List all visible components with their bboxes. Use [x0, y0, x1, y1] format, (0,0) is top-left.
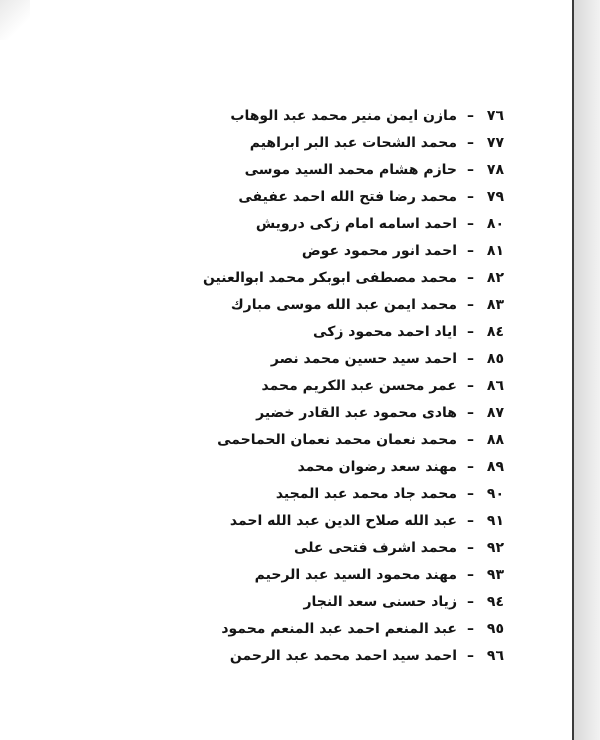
item-separator: – — [467, 270, 474, 286]
item-name: مهند سعد رضوان محمد — [297, 459, 457, 475]
list-item — [204, 157, 504, 184]
item-separator: – — [467, 351, 474, 367]
item-separator: – — [467, 459, 474, 475]
item-name: مهند محمود السيد عبد الرحيم — [254, 567, 457, 583]
item-name: مازن ايمن منير محمد عبد الوهاب — [230, 108, 457, 124]
item-separator: – — [467, 432, 474, 448]
item-separator: – — [467, 297, 474, 313]
item-separator: – — [467, 594, 474, 610]
item-name: احمد سيد حسين محمد نصر — [270, 351, 457, 367]
item-name: محمد مصطفى ابوبكر محمد ابوالعنين — [202, 270, 457, 286]
item-number: ٨٠ — [486, 216, 504, 232]
item-name: اياد احمد محمود زكى — [313, 324, 457, 340]
list-item — [204, 562, 504, 589]
list-item — [204, 508, 504, 535]
list-item — [204, 373, 504, 400]
item-number: ٨٨ — [486, 432, 504, 448]
item-number: ٩٠ — [486, 486, 504, 502]
item-name: احمد اسامه امام زكى درويش — [255, 216, 457, 232]
item-separator: – — [467, 648, 474, 664]
page-corner-shade — [0, 0, 30, 40]
item-name: محمد ايمن عبد الله موسى مبارك — [230, 297, 457, 313]
names-list — [204, 103, 504, 670]
item-number: ٩٥ — [486, 621, 504, 637]
item-number: ٨١ — [486, 243, 504, 259]
item-name: حازم هشام محمد السيد موسى — [244, 162, 457, 178]
item-number: ٩٤ — [486, 594, 504, 610]
item-number: ٨٤ — [486, 324, 504, 340]
item-number: ٧٦ — [486, 108, 504, 124]
item-name: زياد حسنى سعد النجار — [303, 594, 457, 610]
item-number: ٧٩ — [486, 189, 504, 205]
list-item — [204, 130, 504, 157]
list-item — [204, 265, 504, 292]
item-name: هادى محمود عبد القادر خضير — [256, 405, 457, 421]
item-name: عمر محسن عبد الكريم محمد — [261, 378, 457, 394]
item-name: احمد انور محمود عوض — [301, 243, 457, 259]
list-item — [204, 481, 504, 508]
list-item — [204, 535, 504, 562]
list-item — [204, 103, 504, 130]
item-separator: – — [467, 135, 474, 151]
item-separator: – — [467, 243, 474, 259]
item-name: عبد الله صلاح الدين عبد الله احمد — [229, 513, 457, 529]
item-separator: – — [467, 216, 474, 232]
item-separator: – — [467, 567, 474, 583]
item-name: محمد الشحات عبد البر ابراهيم — [249, 135, 457, 151]
item-number: ٨٥ — [486, 351, 504, 367]
list-item — [204, 184, 504, 211]
item-number: ٩٢ — [486, 540, 504, 556]
item-separator: – — [467, 162, 474, 178]
item-number: ٩١ — [486, 513, 504, 529]
item-separator: – — [467, 513, 474, 529]
item-name: محمد اشرف فتحى على — [294, 540, 457, 556]
list-item — [204, 292, 504, 319]
list-item — [204, 589, 504, 616]
item-number: ٧٨ — [486, 162, 504, 178]
item-number: ٧٧ — [486, 135, 504, 151]
item-separator: – — [467, 378, 474, 394]
list-item — [204, 400, 504, 427]
item-number: ٨٧ — [486, 405, 504, 421]
item-name: عبد المنعم احمد عبد المنعم محمود — [221, 621, 457, 637]
item-separator: – — [467, 621, 474, 637]
item-separator: – — [467, 324, 474, 340]
item-number: ٨٣ — [486, 297, 504, 313]
item-number: ٩٣ — [486, 567, 504, 583]
item-separator: – — [467, 486, 474, 502]
list-item — [204, 616, 504, 643]
list-item — [204, 319, 504, 346]
item-name: محمد رضا فتح الله احمد عفيفى — [238, 189, 457, 205]
item-number: ٩٦ — [486, 648, 504, 664]
list-item — [204, 454, 504, 481]
item-separator: – — [467, 189, 474, 205]
item-name: محمد جاد محمد عبد المجيد — [275, 486, 457, 502]
item-name: احمد سيد احمد محمد عبد الرحمن — [229, 648, 457, 664]
item-separator: – — [467, 540, 474, 556]
page-edge-shadow — [574, 0, 600, 740]
list-item — [204, 346, 504, 373]
list-item — [204, 211, 504, 238]
item-separator: – — [467, 405, 474, 421]
list-item — [204, 238, 504, 265]
item-name: محمد نعمان محمد نعمان الحماحمى — [217, 432, 457, 448]
list-item — [204, 643, 504, 670]
list-item — [204, 427, 504, 454]
item-separator: – — [467, 108, 474, 124]
item-number: ٨٩ — [486, 459, 504, 475]
item-number: ٨٦ — [486, 378, 504, 394]
item-number: ٨٢ — [486, 270, 504, 286]
